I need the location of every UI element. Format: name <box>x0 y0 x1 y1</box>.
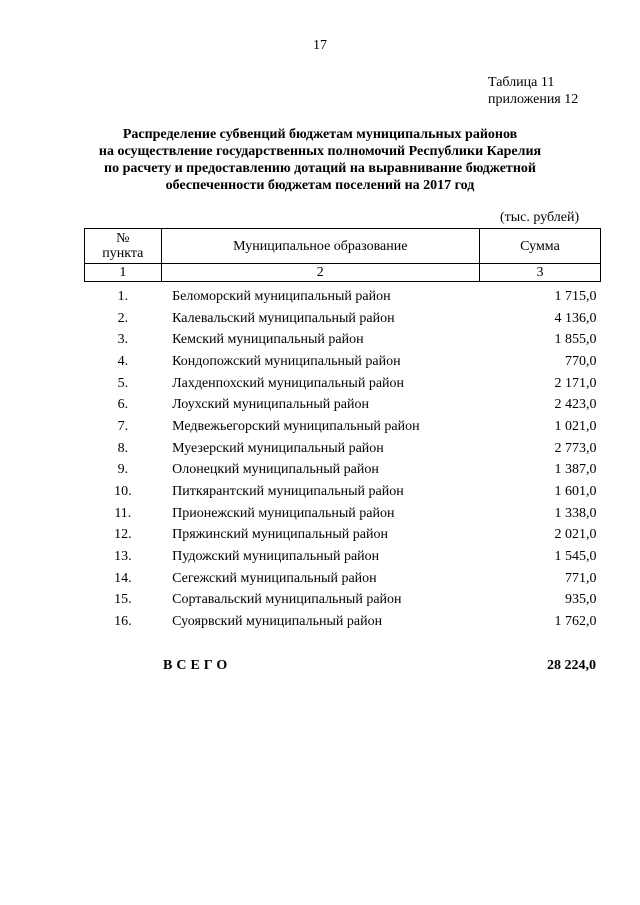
row-sum: 771,0 <box>565 570 597 586</box>
total-value: 28 224,0 <box>547 658 596 673</box>
row-municipality: Прионежский муниципальный район <box>172 505 395 521</box>
row-number: 3. <box>117 332 129 348</box>
row-municipality: Муезерский муниципальный район <box>172 440 384 456</box>
table-row <box>85 503 601 525</box>
title-line: по расчету и предоставлению дотаций на выравнивание бюджетной <box>104 161 536 176</box>
row-sum: 1 338,0 <box>554 505 597 521</box>
row-number: 12. <box>114 527 132 543</box>
total-label: ВСЕГО <box>163 658 232 673</box>
row-municipality: Сортавальский муниципальный район <box>172 592 402 608</box>
row-municipality: Питкярантский муниципальный район <box>172 484 404 500</box>
distribution-table <box>84 228 601 633</box>
table-row <box>85 611 601 633</box>
row-sum: 2 171,0 <box>554 375 597 391</box>
row-sum: 935,0 <box>565 592 597 608</box>
row-number: 6. <box>117 397 129 413</box>
table-row <box>85 329 601 351</box>
row-number: 14. <box>114 570 132 586</box>
row-municipality: Кемский муниципальный район <box>172 332 364 348</box>
table-row <box>85 394 601 416</box>
row-municipality: Беломорский муниципальный район <box>172 288 391 304</box>
table-row <box>85 460 601 482</box>
title-line: Распределение субвенций бюджетам муниципальных районов <box>122 127 518 142</box>
row-sum: 1 715,0 <box>554 288 597 304</box>
row-number: 16. <box>114 614 132 630</box>
row-sum: 1 855,0 <box>554 332 597 348</box>
header-sum: Сумма <box>479 229 600 264</box>
row-sum: 1 021,0 <box>554 418 597 434</box>
document-title <box>60 126 580 194</box>
row-municipality: Пряжинский муниципальный район <box>172 527 388 543</box>
row-number: 9. <box>117 462 129 478</box>
row-number: 5. <box>117 375 129 391</box>
row-municipality: Лахденпохский муниципальный район <box>172 375 405 391</box>
table-row <box>85 308 601 330</box>
row-number: 8. <box>117 440 129 456</box>
table-row <box>85 351 601 373</box>
table-row <box>85 546 601 568</box>
header-number-label: пункта <box>102 246 144 261</box>
table-reference-line1: Таблица 11 <box>488 75 555 90</box>
column-number-2: 2 <box>161 264 479 282</box>
column-number-row <box>85 264 601 282</box>
row-sum: 1 601,0 <box>554 484 597 500</box>
row-municipality: Медвежьегорский муниципальный район <box>172 418 420 434</box>
row-number: 13. <box>114 549 132 565</box>
page-number: 17 <box>313 38 327 53</box>
row-number: 10. <box>114 484 132 500</box>
table-row <box>85 373 601 395</box>
table-header-row <box>85 229 601 264</box>
units-label: (тыс. рублей) <box>500 210 580 225</box>
table-reference-line2: приложения 12 <box>488 92 579 107</box>
row-number: 2. <box>117 310 129 326</box>
row-number: 1. <box>117 288 129 304</box>
row-municipality: Пудожский муниципальный район <box>172 549 380 565</box>
row-sum: 2 773,0 <box>554 440 597 456</box>
table-body <box>85 282 601 634</box>
row-number: 15. <box>114 592 132 608</box>
table-row <box>85 568 601 590</box>
table-row <box>85 481 601 503</box>
column-number-3: 3 <box>479 264 600 282</box>
row-municipality: Лоухский муниципальный район <box>172 397 369 413</box>
row-municipality: Калевальский муниципальный район <box>172 310 395 326</box>
row-municipality: Сегежский муниципальный район <box>172 570 377 586</box>
table-reference <box>488 74 578 108</box>
row-municipality: Суоярвский муниципальный район <box>172 614 383 630</box>
row-number: 4. <box>117 353 129 369</box>
row-municipality: Кондопожский муниципальный район <box>172 353 401 369</box>
row-sum: 1 387,0 <box>554 462 597 478</box>
header-number-symbol: № <box>116 231 130 246</box>
row-sum: 2 423,0 <box>554 397 597 413</box>
column-number-1: 1 <box>85 264 162 282</box>
table-row <box>85 438 601 460</box>
title-line: на осуществление государственных полномочий Республики Карелия <box>98 144 542 159</box>
row-municipality: Олонецкий муниципальный район <box>172 462 379 478</box>
table-row <box>85 282 601 308</box>
header-number <box>85 229 162 264</box>
row-sum: 1 762,0 <box>554 614 597 630</box>
row-sum: 1 545,0 <box>554 549 597 565</box>
row-sum: 4 136,0 <box>554 310 597 326</box>
row-sum: 2 021,0 <box>554 527 597 543</box>
header-municipality: Муниципальное образование <box>161 229 479 264</box>
title-line: обеспеченности бюджетам поселений на 2017 год <box>165 178 475 193</box>
row-sum: 770,0 <box>565 353 597 369</box>
table-row <box>85 590 601 612</box>
row-number: 7. <box>117 418 129 434</box>
row-number: 11. <box>114 505 132 521</box>
table-row <box>85 525 601 547</box>
table-row <box>85 416 601 438</box>
